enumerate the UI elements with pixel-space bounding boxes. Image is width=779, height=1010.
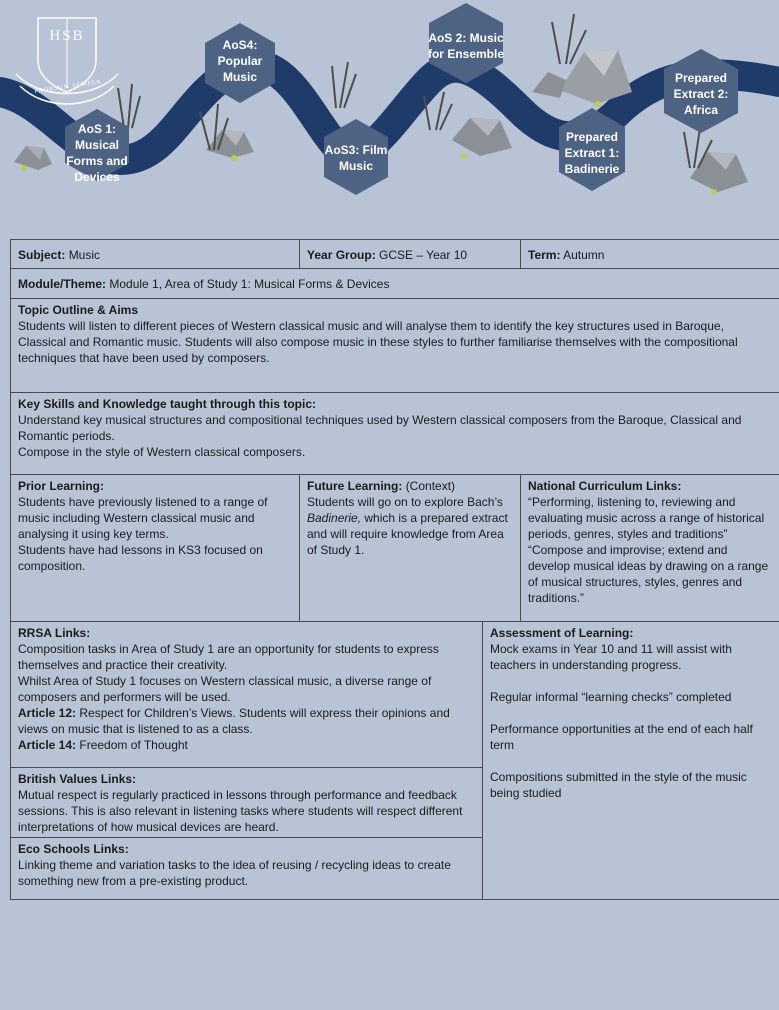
future-text-after: which is a prepared extract and will require knowledge from Area of Study 1. [307,511,508,557]
article-14-text: Freedom of Thought [79,738,188,752]
topic-cell [11,299,779,393]
rrsa-line-2: Whilst Area of Study 1 focuses on Western classical music, a diverse range of composers and performers will be used. [18,674,432,704]
hex-label-extract1: Prepared Extract 1: Badinerie [564,130,620,176]
roadmap-illustration [0,0,779,238]
module-label: Module/Theme: [18,277,107,291]
rrsa-row [11,622,779,768]
term-value: Autumn [563,247,605,262]
year-group-cell [300,240,521,269]
assessment-item-1: Mock exams in Year 10 and 11 will assist with teachers in understanding progress. [490,642,732,672]
crest-motto: PRORSUM SEMPER [34,79,102,95]
prior-heading: Prior Learning: [18,479,105,493]
year-group-label: Year Group: [307,247,376,262]
module-cell [11,269,779,299]
future-context: (Context) [405,479,456,493]
future-italic-title: Badinerie, [307,511,362,525]
subject-cell [11,240,300,269]
national-heading: National Curriculum Links: [528,479,682,493]
british-text: Mutual respect is regularly practiced in lessons through performance and feedback sessions. This is also relevant in listening tasks where students will respect different interpretations of how musical devices are heard. [18,788,463,834]
article-12-label: Article 12: [18,706,77,720]
header-row [11,240,779,269]
skills-cell [11,393,779,475]
skills-line-1: Understand key musical structures and compositional techniques used by Western classical composers from the Baroque, Classical and Romantic periods. [18,413,742,443]
national-quote-1: “Performing, listening to, reviewing and evaluating music across a range of historical periods, genres, styles and traditions” [528,495,765,541]
national-curriculum-cell [521,475,779,622]
future-learning-cell [300,475,521,622]
eco-heading: Eco Schools Links: [18,842,129,856]
assessment-item-3: Performance opportunities at the end of each half term [490,722,753,752]
prior-line-1: Students have previously listened to a range of music including Western classical music and analysing it using key terms. [18,495,268,541]
british-values-cell [11,768,483,838]
assessment-heading: Assessment of Learning: [490,626,634,640]
topic-row [11,299,779,393]
assessment-cell [483,622,779,900]
hex-label-aos2: AoS 2: Music for Ensemble [427,31,505,61]
assessment-item-4: Compositions submitted in the style of the music being studied [490,770,747,800]
eco-schools-cell [11,838,483,900]
future-text-before: Students will go on to explore Bach’s [307,495,503,509]
prior-learning-cell [11,475,300,622]
hex-label-extract2: Prepared Extract 2: Africa [673,71,729,117]
article-14-label: Article 14: [18,738,77,752]
skills-heading: Key Skills and Knowledge taught through this topic: [18,397,317,411]
crest-letters: HSB [49,28,85,44]
term-cell [521,240,779,269]
rrsa-heading: RRSA Links: [18,626,91,640]
subject-label: Subject: [18,247,66,262]
rrsa-cell [11,622,483,768]
module-row [11,269,779,299]
skills-row [11,393,779,475]
rrsa-line-1: Composition tasks in Area of Study 1 are an opportunity for students to express themselves and practice their creativity. [18,642,439,672]
term-label: Term: [528,247,561,262]
subject-value: Music [68,247,101,262]
hex-label-aos4: AoS4: Popular Music [217,38,263,84]
article-12-text: Respect for Children’s Views. Students will express their opinions and views on music that is listened to as a class. [18,706,450,736]
topic-text: Students will listen to different pieces of Western classical music and will analyse them to identify the key structures used in Baroque, Classical and Romantic music. Students will also compose music in these styles to further familiarise themselves with the compositional techniques that have been used by composers. [18,319,738,365]
year-group-value: GCSE – Year 10 [379,247,468,262]
assessment-item-2: Regular informal “learning checks” completed [490,690,732,704]
british-heading: British Values Links: [18,772,137,786]
future-heading: Future Learning: [307,479,403,493]
hex-label-aos1: AoS 1: Musical Forms and Devices [66,122,128,184]
curriculum-table [10,239,779,900]
learning-row [11,475,779,622]
hex-label-aos3: AoS3: Film Music [324,143,388,173]
roadmap-banner [0,0,779,238]
eco-text: Linking theme and variation tasks to the idea of reusing / recycling ideas to create something new from a pre-existing product. [18,858,451,888]
topic-heading: Topic Outline & Aims [18,303,139,317]
skills-line-2: Compose in the style of Western classical composers. [18,445,306,459]
national-quote-2: “Compose and improvise; extend and develop musical ideas by drawing on a range of musical structures, styles, genres and traditions.” [528,543,769,605]
module-value: Module 1, Area of Study 1: Musical Forms & Devices [109,277,390,291]
prior-line-2: Students have had lessons in KS3 focused on composition. [18,543,263,573]
